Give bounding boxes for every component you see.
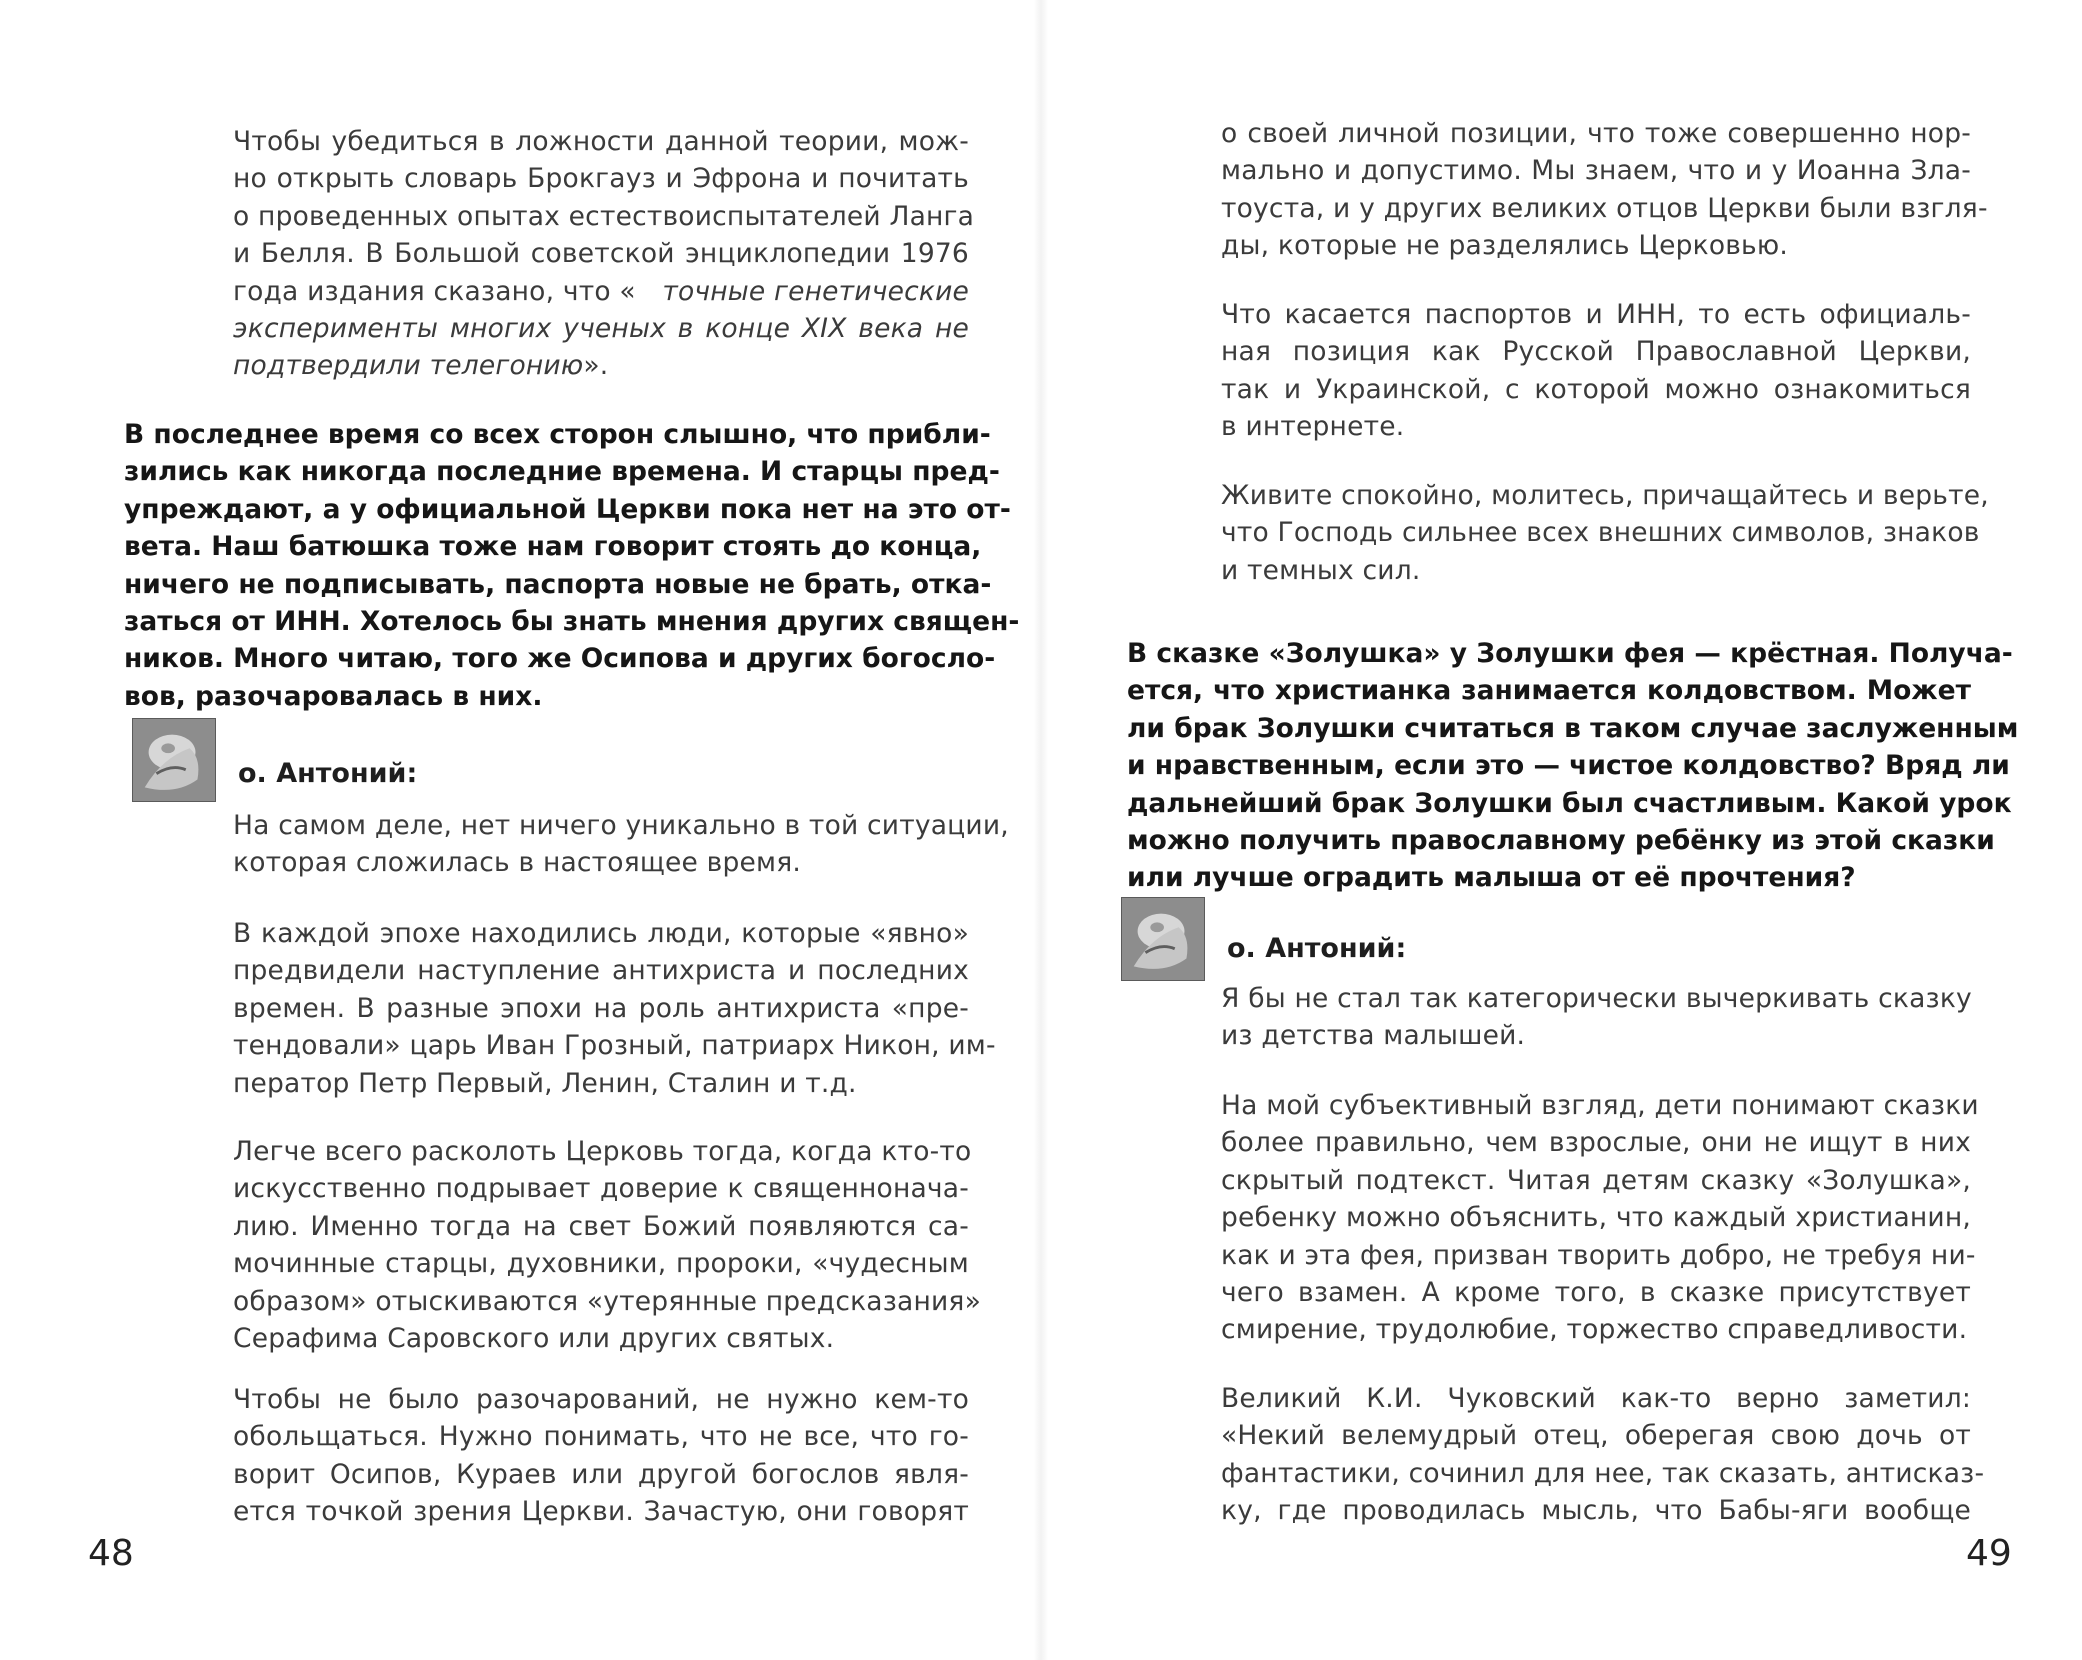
text-line: тендовали» царь Иван Грозный, патриарх Никон, им- — [233, 1030, 996, 1062]
text-line: мально и допустимо. Мы знаем, что и у Иоанна Зла- — [1221, 155, 1971, 187]
question-block — [124, 416, 1020, 715]
question-line: зились как никогда последние времена. И старцы пред- — [124, 456, 1000, 488]
question-line: заться от ИНН. Хотелось бы знать мнения других священ- — [124, 605, 1020, 637]
text-line: времен. В разные эпохи на роль антихриста «пре- — [233, 992, 969, 1024]
text-line: которая сложилась в настоящее время. — [233, 847, 801, 879]
passport-paragraph — [1221, 296, 1971, 446]
advice-paragraph — [1221, 477, 1989, 589]
text-line: ется точкой зрения Церкви. Зачастую, они говорят — [233, 1496, 969, 1528]
answer-paragraph-4 — [233, 1381, 969, 1531]
text-line: обольщаться. Нужно понимать, что не все, что го- — [233, 1421, 969, 1453]
text-segment: года издания сказано, что « — [233, 275, 636, 307]
question-line: и нравственным, если это — чистое колдовство? Вряд ли — [1127, 750, 2010, 782]
answer-paragraph-2 — [1221, 1087, 1979, 1349]
page-number-left: 48 — [88, 1533, 134, 1574]
text-line: Живите спокойно, молитесь, причащайтесь и верьте, — [1221, 480, 1989, 511]
text-line: из детства малышей. — [1221, 1020, 1526, 1052]
right-page — [1048, 0, 2082, 1660]
text-line: как и эта фея, призван творить добро, не требуя ни- — [1221, 1239, 1976, 1271]
continuation-paragraph — [1221, 115, 1988, 265]
text-line: ператор Петр Первый, Ленин, Сталин и т.д. — [233, 1067, 857, 1099]
text-line: Чтобы убедиться в ложности данной теории, мож- — [233, 126, 969, 157]
text-line: но открыть словарь Брокгауз и Эфрона и почитать — [233, 163, 969, 195]
priest-avatar-icon — [1121, 897, 1205, 981]
answer-paragraph-3 — [1221, 1380, 1985, 1530]
text-line: В каждой эпохе находились люди, которые «явно» — [233, 918, 969, 949]
text-line: о проведенных опытах естествоиспытателей Ланга — [233, 200, 975, 232]
text-line: ребенку можно объяснить, что каждый христианин, — [1221, 1202, 1971, 1234]
question-line: или лучше оградить малыша от её прочтения? — [1127, 862, 1856, 894]
question-line: В последнее время со всех сторон слышно, что прибли- — [124, 419, 991, 450]
text-line: предвидели наступление антихриста и последних — [233, 955, 969, 987]
text-line: о своей личной позиции, что тоже совершенно нор- — [1221, 118, 1971, 149]
text-line: ды, которые не разделялись Церковью. — [1221, 230, 1788, 262]
quote-italic: точные генетические — [662, 275, 969, 307]
question-line: ли брак Золушки считаться в таком случае заслуженным — [1127, 712, 2019, 744]
text-line: Я бы не стал так категорически вычеркивать сказку — [1221, 983, 1972, 1014]
question-block — [1127, 635, 2019, 897]
answer-paragraph-1 — [1221, 980, 1971, 1055]
question-line: ется, что христианка занимается колдовством. Может — [1127, 675, 1971, 707]
text-line: так и Украинской, с которой можно ознакомиться — [1221, 373, 1971, 405]
question-line: можно получить православному ребёнку из этой сказки — [1127, 824, 1995, 856]
speaker-label: о. Антоний: — [238, 758, 418, 789]
priest-avatar-icon — [132, 718, 216, 802]
text-line: Что касается паспортов и ИНН, то есть официаль- — [1221, 299, 1971, 330]
answer-paragraph-2 — [233, 915, 996, 1102]
text-line: На мой субъективный взгляд, дети понимают сказки — [1221, 1090, 1979, 1121]
text-line: Легче всего расколоть Церковь тогда, когда кто-то — [233, 1136, 972, 1167]
answer-paragraph-1 — [233, 807, 1009, 882]
text-line: «Некий велемудрый отец, оберегая свою дочь от — [1221, 1420, 1971, 1452]
text-line: образом» отыскиваются «утерянные предсказания» — [233, 1285, 981, 1317]
text-line: в интернете. — [1221, 411, 1405, 443]
text-line: и темных сил. — [1221, 554, 1421, 586]
text-line — [233, 347, 969, 384]
text-line — [233, 273, 969, 310]
text-line: Великий К.И. Чуковский как-то верно заметил: — [1221, 1383, 1971, 1414]
text-line: Серафима Саровского или других святых. — [233, 1322, 835, 1354]
text-line: что Господь сильнее всех внешних символов, знаков — [1221, 517, 1980, 549]
text-line: чего взамен. А кроме того, в сказке присутствует — [1221, 1276, 1971, 1308]
text-line: смирение, трудолюбие, торжество справедливости. — [1221, 1314, 1968, 1346]
text-line: мочинные старцы, духовники, пророки, «чудесным — [233, 1248, 969, 1280]
text-line: искусственно подрывает доверие к священноначa- — [233, 1173, 969, 1205]
book-gutter — [1034, 0, 1048, 1660]
text-line: ная позиция как Русской Православной Церкви, — [1221, 336, 1971, 368]
text-segment: ». — [583, 350, 609, 382]
left-page — [0, 0, 1034, 1660]
question-line: вов, разочаровалась в них. — [124, 680, 543, 712]
intro-paragraph — [233, 123, 975, 385]
text-line: и Белля. В Большой советской энциклопедии 1976 — [233, 238, 969, 270]
question-line: вета. Наш батюшка тоже нам говорит стоять до конца, — [124, 531, 982, 563]
speaker-label: о. Антоний: — [1227, 933, 1407, 964]
text-line: более правильно, чем взрослые, они не ищут в них — [1221, 1127, 1971, 1159]
text-line: ку, где проводилась мысль, что Бабы-яги вообще — [1221, 1495, 1971, 1527]
question-line: ничего не подписывать, паспорта новые не брать, отка- — [124, 568, 992, 600]
text-line: На самом деле, нет ничего уникально в той ситуации, — [233, 810, 1009, 841]
answer-paragraph-3 — [233, 1133, 981, 1357]
text-line: лию. Именно тогда на свет Божий появляются са- — [233, 1210, 969, 1242]
text-line: скрытый подтекст. Читая детям сказку «Золушка», — [1221, 1164, 1971, 1196]
text-line: фантастики, сочинил для нее, так сказать, антисказ- — [1221, 1457, 1985, 1489]
question-line: В сказке «Золушка» у Золушки фея — крёстная. Получа- — [1127, 638, 2013, 669]
question-line: дальнейший брак Золушки был счастливым. Какой урок — [1127, 787, 2012, 819]
page-number-right: 49 — [1966, 1533, 2012, 1574]
text-line: Чтобы не было разочарований, не нужно кем-то — [233, 1384, 969, 1415]
question-line: ников. Много читаю, того же Осипова и других богосло- — [124, 643, 996, 675]
text-line: ворит Осипов, Кураев или другой богослов явля- — [233, 1458, 969, 1490]
quote-italic-line: эксперименты многих ученых в конце XIX века не — [233, 312, 969, 344]
question-line: упреждают, а у официальной Церкви пока нет на это от- — [124, 493, 1011, 525]
text-line: тоуста, и у других великих отцов Церкви были взгля- — [1221, 192, 1988, 224]
quote-italic: подтвердили телегонию — [233, 350, 584, 382]
